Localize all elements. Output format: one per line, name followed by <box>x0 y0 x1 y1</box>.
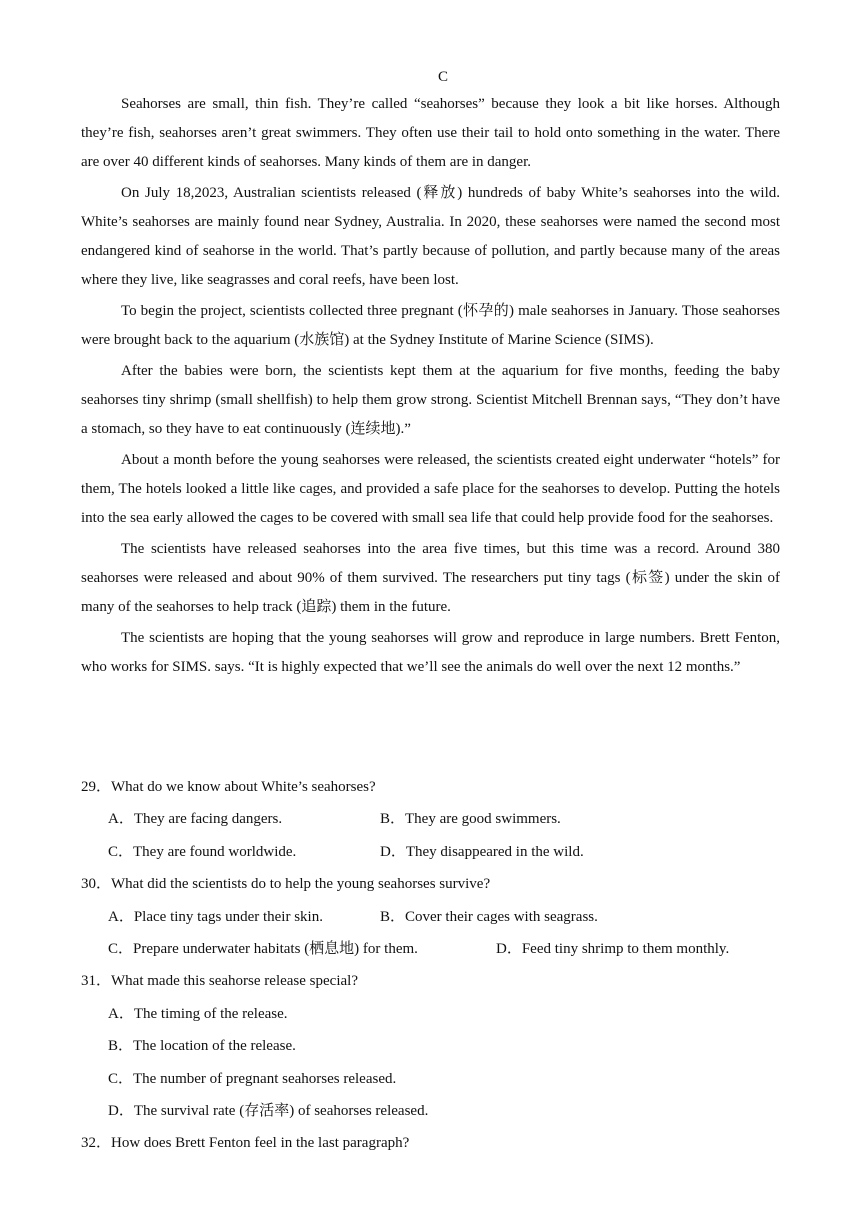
option-b[interactable] <box>380 803 561 835</box>
option-text: They disappeared in the wild. <box>405 843 584 860</box>
option-text: They are facing dangers. <box>133 811 283 828</box>
reading-passage <box>81 90 780 682</box>
option-text: Feed tiny shrimp to them monthly. <box>521 940 730 957</box>
option-row <box>81 998 780 1030</box>
option-a[interactable] <box>108 998 288 1030</box>
option-text: Cover their cages with seagrass. <box>405 908 598 925</box>
option-text: They are found worldwide. <box>133 843 297 860</box>
option-letter: A． <box>108 1005 134 1022</box>
option-c[interactable] <box>108 1063 396 1095</box>
option-letter: A． <box>108 908 134 925</box>
passage-paragraph: On July 18,2023, Australian scientists released (释放) hundreds of baby White’s seahorses into the wild. White’s seahorses are mainly found near Sydney, Australia. In 2020, these seahorses were named the second most endangered kind of seahorse in the world. That’s partly because of pollution, and partly because many of the areas where they live, like seagrasses and coral reefs, have been lost. <box>81 185 780 288</box>
option-row <box>81 803 780 835</box>
option-d[interactable] <box>496 933 729 965</box>
option-text: The location of the release. <box>133 1038 296 1055</box>
option-letter: B． <box>380 811 406 828</box>
option-row <box>81 1030 780 1062</box>
option-row <box>81 1063 780 1095</box>
option-d[interactable] <box>108 1095 428 1127</box>
question-stem: What do we know about White’s seahorses? <box>111 779 376 795</box>
question-number: 31． <box>81 973 112 990</box>
option-b[interactable] <box>108 1030 296 1062</box>
passage-paragraph: The scientists have released seahorses into the area five times, but this time was a record. Around 380 seahorses were released and about 90% of them survived. The researchers put tiny tags (标签) under the skin of many of the seahorses to help track (追踪) them in the future. <box>81 541 780 615</box>
option-text: The timing of the release. <box>133 1005 288 1022</box>
question-29 <box>81 771 780 803</box>
passage-paragraph: The scientists are hoping that the young seahorses will grow and reproduce in large numbers. Brett Fenton, who works for SIMS. says. “It is highly expected that we’ll see the animals do well over the next 12 months.” <box>81 630 780 675</box>
option-text: Place tiny tags under their skin. <box>133 908 323 925</box>
option-row <box>81 901 780 933</box>
option-letter: C． <box>108 843 134 860</box>
passage-paragraph: After the babies were born, the scientists kept them at the aquarium for five months, feeding the baby seahorses tiny shrimp (small shellfish) to help them grow strong. Scientist Mitchell Brennan says, “They don’t have a stomach, so they have to eat continuously (连续地).” <box>81 363 780 437</box>
option-d[interactable] <box>380 836 584 868</box>
option-letter: B． <box>380 908 406 925</box>
question-stem: What did the scientists do to help the young seahorses survive? <box>111 876 491 893</box>
option-letter: D． <box>496 940 522 957</box>
option-c[interactable] <box>108 933 418 965</box>
question-31 <box>81 965 780 997</box>
option-c[interactable] <box>108 836 296 868</box>
option-letter: C． <box>108 940 134 957</box>
question-number: 32． <box>81 1135 112 1152</box>
option-letter: D． <box>108 1102 134 1119</box>
passage-paragraph: To begin the project, scientists collected three pregnant (怀孕的) male seahorses in January. Those seahorses were brought back to the aquarium (水族馆) at the Sydney Institute of Marine Science (SIMS). <box>81 303 780 348</box>
question-number: 29． <box>81 779 112 795</box>
option-text: Prepare underwater habitats (栖息地) for them. <box>133 940 418 957</box>
option-row <box>81 836 780 868</box>
question-stem: How does Brett Fenton feel in the last paragraph? <box>111 1135 410 1152</box>
option-a[interactable] <box>108 803 282 835</box>
option-row <box>81 1095 780 1127</box>
option-letter: D． <box>380 843 406 860</box>
option-a[interactable] <box>108 901 323 933</box>
option-text: The survival rate (存活率) of seahorses released. <box>133 1102 429 1119</box>
option-letter: C． <box>108 1070 134 1087</box>
option-text: The number of pregnant seahorses released. <box>133 1070 397 1087</box>
passage-paragraph: About a month before the young seahorses were released, the scientists created eight underwater “hotels” for them, The hotels looked a little like cages, and provided a safe place for the seahorses to develop. Putting the hotels into the sea early allowed the cages to be covered with small sea life that could help provide food for the seahorses. <box>81 452 780 526</box>
question-number: 30． <box>81 876 112 893</box>
question-list <box>81 771 780 1160</box>
question-stem: What made this seahorse release special? <box>111 973 358 990</box>
section-label: C <box>437 69 448 85</box>
question-30 <box>81 868 780 900</box>
option-row <box>81 933 780 965</box>
passage-paragraph: Seahorses are small, thin fish. They’re called “seahorses” because they look a bit like horses. Although they’re fish, seahorses aren’t great swimmers. They often use their tail to hold onto something in the water. There are over 40 different kinds of seahorses. Many kinds of them are in danger. <box>81 96 780 170</box>
option-text: They are good swimmers. <box>405 811 561 828</box>
option-letter: A． <box>108 811 134 828</box>
option-letter: B． <box>108 1038 134 1055</box>
option-b[interactable] <box>380 901 598 933</box>
question-32 <box>81 1127 780 1159</box>
